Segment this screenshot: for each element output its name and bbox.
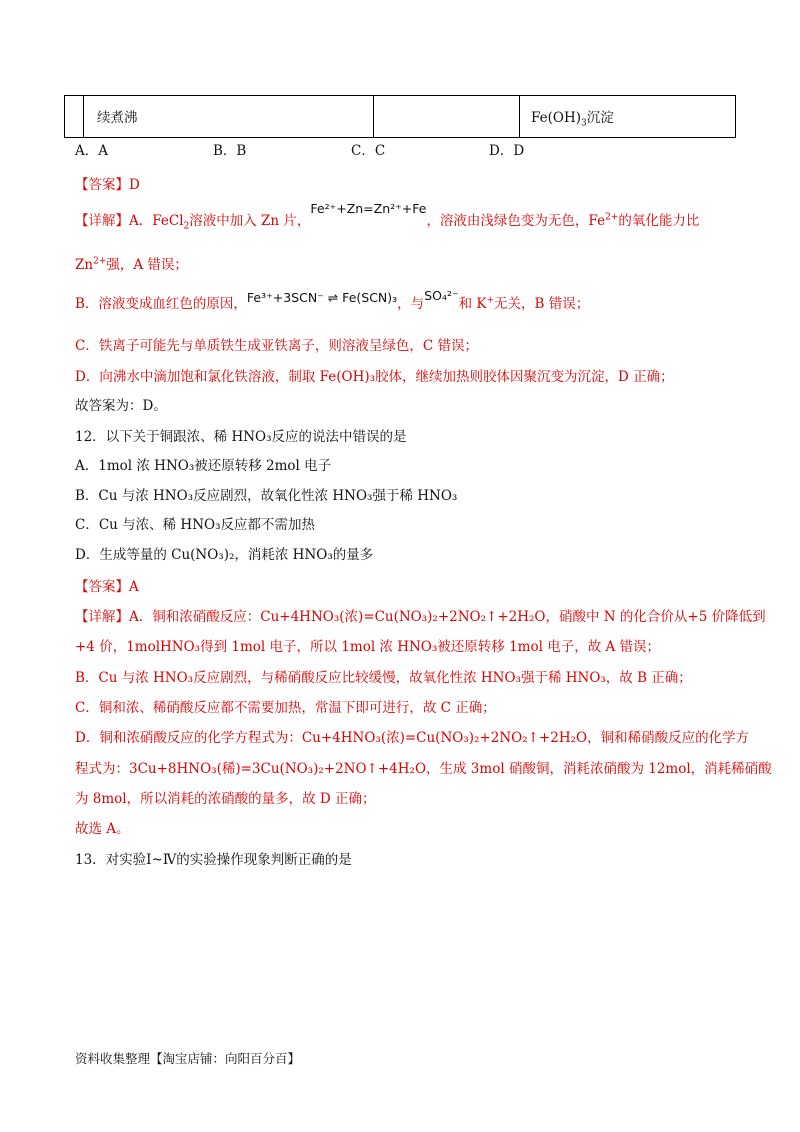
- q12-detail-2: +4 价，1molHNO₃得到 1mol 电子，所以 1mol 浓 HNO₃被还原转移 1mol 电子，故 A 错误；: [75, 639, 661, 655]
- option-c: C．C: [351, 143, 386, 159]
- option-a: A．A: [75, 143, 108, 159]
- option-b: B．B: [213, 143, 247, 159]
- q11-conclusion: 故答案为：D。: [75, 398, 167, 414]
- q13-stem: 13．对实验Ⅰ~Ⅳ的实验操作现象判断正确的是: [75, 852, 352, 868]
- equation-fe-zn: Fe²⁺+Zn=Zn²⁺+Fe: [310, 201, 427, 216]
- equation-fe-scn: Fe³⁺+3SCN⁻ ⇌ Fe(SCN)₃: [246, 290, 398, 305]
- q12-option-d: D．生成等量的 Cu(NO₃)₂，消耗浓 HNO₃的量多: [75, 547, 374, 563]
- table-cell-operation: 续煮沸: [97, 110, 138, 126]
- q12-option-c: C．Cu 与浓、稀 HNO₃反应都不需加热: [75, 517, 316, 533]
- q12-detail-6: 程式为：3Cu+8HNO₃(稀)=3Cu(NO₃)₂+2NO↑+4H₂O，生成 3mol 硝酸铜，消耗浓硝酸为 12mol，消耗稀硝酸: [75, 761, 772, 777]
- table-fragment: [64, 95, 736, 138]
- q11-options: [75, 142, 627, 160]
- table-cell-phenomenon: $Fe(OH)_3$沉淀: [531, 110, 614, 129]
- q12-detail-1: 【详解】A．铜和浓硝酸反应：Cu+4HNO₃(浓)=Cu(NO₃)₂+2NO₂↑+2H₂O，硝酸中 N 的化合价从+5 价降低到: [75, 609, 766, 625]
- table-divider: [519, 96, 520, 137]
- q12-stem: 12．以下关于铜跟浓、稀 HNO₃反应的说法中错误的是: [75, 429, 407, 445]
- q12-answer: 【答案】A: [75, 579, 139, 595]
- table-divider: [83, 96, 84, 137]
- q11-detail-a-cont: $Zn^{2+}$强，A 错误；: [75, 256, 188, 273]
- q11-detail-c: C．铁离子可能先与单质铁生成亚铁离子，则溶液呈绿色，C 错误；: [75, 338, 478, 354]
- page-footer: 资料收集整理【淘宝店铺：向阳百分百】: [75, 1051, 301, 1066]
- option-d: D．D: [489, 143, 525, 159]
- sulfate-ion: SO₄²⁻: [424, 288, 459, 303]
- q11-detail-d: D．向沸水中滴加饱和氯化铁溶液，制取 Fe(OH)₃胶体，继续加热则胶体因聚沉变为沉淀，D 正确；: [75, 369, 674, 385]
- q12-option-b: B．Cu 与浓 HNO₃反应剧烈，故氧化性浓 HNO₃强于稀 HNO₃: [75, 488, 458, 504]
- q11-detail-a: 【详解】A．FeCl$_2$溶液中加入 Zn 片，Fe²⁺+Zn=Zn²⁺+Fe，溶液由浅绿色变为无色，$Fe^{2+}$的氧化能力比: [75, 201, 700, 232]
- q12-detail-3: B．Cu 与浓 HNO₃反应剧烈，与稀硝酸反应比较缓慢，故氧化性浓 HNO₃强于稀 HNO₃，故 B 正确；: [75, 670, 692, 686]
- q12-detail-4: C．铜和浓、稀硝酸反应都不需要加热，常温下即可进行，故 C 正确；: [75, 700, 496, 716]
- q11-answer: 【答案】D: [75, 177, 140, 193]
- q12-conclusion: 故选 A。: [75, 821, 130, 837]
- q11-detail-b: B．溶液变成血红色的原因，Fe³⁺+3SCN⁻ ⇌ Fe(SCN)₃，与SO₄²⁻和 K+无关，B 错误；: [75, 288, 590, 312]
- table-divider: [373, 96, 374, 137]
- q12-detail-5: D．铜和浓硝酸反应的化学方程式为：Cu+4HNO₃(浓)=Cu(NO₃)₂+2NO₂↑+2H₂O，铜和稀硝酸反应的化学方: [75, 730, 750, 746]
- q12-option-a: A．1mol 浓 HNO₃被还原转移 2mol 电子: [75, 458, 332, 474]
- q12-detail-7: 为 8mol，所以消耗的浓硝酸的量多，故 D 正确；: [75, 791, 376, 807]
